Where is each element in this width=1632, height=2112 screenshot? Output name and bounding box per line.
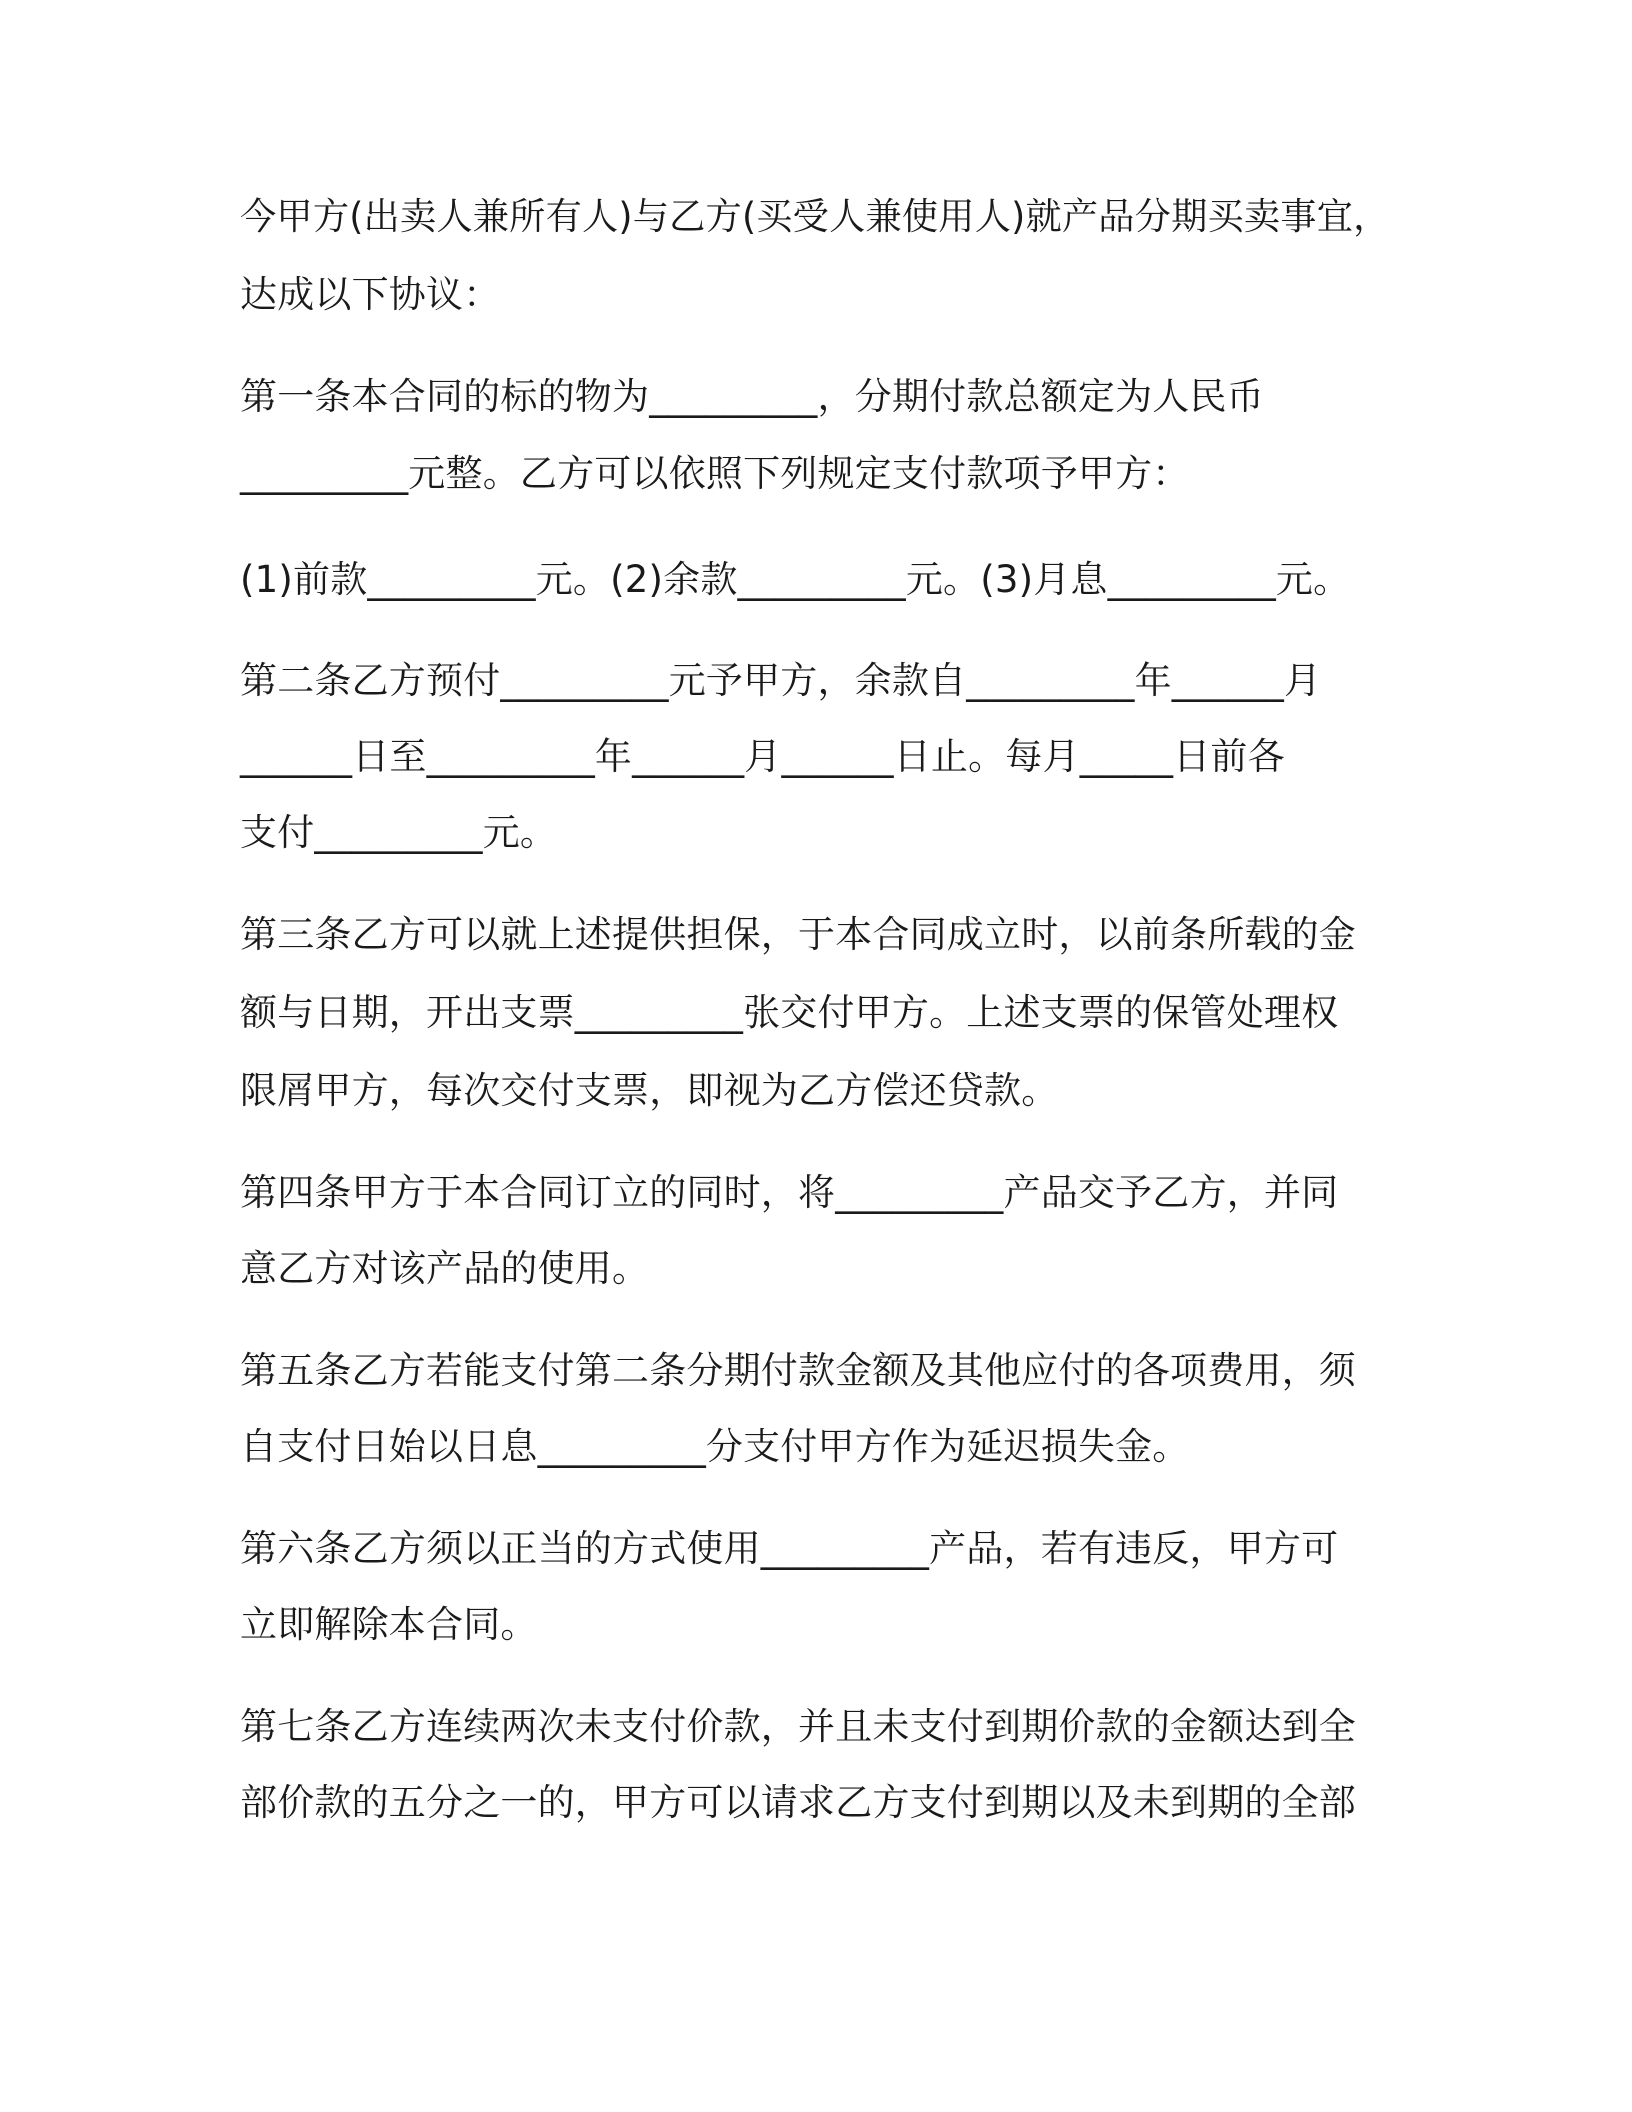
text-line: 自支付日始以日息_________分支付甲方作为延迟损失金。	[240, 1425, 1190, 1468]
text-line: 第六条乙方须以正当的方式使用_________产品，若有违反，甲方可	[240, 1527, 1339, 1570]
text-line: 今甲方(出卖人兼所有人)与乙方(买受人兼使用人)就产品分期买卖事宜，	[240, 195, 1390, 238]
text-line: 部价款的五分之一的，甲方可以请求乙方支付到期以及未到期的全部	[240, 1781, 1356, 1824]
text-line: 第四条甲方于本合同订立的同时，将_________产品交予乙方，并同	[240, 1171, 1339, 1214]
text-line: (1)前款_________元。(2)余款_________元。(3)月息_________元。	[240, 558, 1351, 601]
text-line: 第三条乙方可以就上述提供担保，于本合同成立时，以前条所载的金	[240, 913, 1356, 956]
text-line: 意乙方对该产品的使用。	[240, 1247, 650, 1290]
text-line: 达成以下协议：	[240, 273, 501, 316]
text-line: _________元整。乙方可以依照下列规定支付款项予甲方：	[240, 452, 1190, 495]
text-line: ______日至_________年______月______日止。每月_____日前各	[240, 735, 1285, 778]
text-line: 立即解除本合同。	[240, 1603, 538, 1646]
text-line: 限屑甲方，每次交付支票，即视为乙方偿还贷款。	[240, 1069, 1059, 1112]
text-line: 第五条乙方若能支付第二条分期付款金额及其他应付的各项费用，须	[240, 1349, 1356, 1392]
text-line: 第一条本合同的标的物为_________，分期付款总额定为人民币	[240, 375, 1264, 418]
text-line: 支付_________元。	[240, 811, 558, 854]
text-line: 第七条乙方连续两次未支付价款，并且未支付到期价款的金额达到全	[240, 1705, 1356, 1748]
text-line: 第二条乙方预付_________元予甲方，余款自_________年______月	[240, 659, 1322, 702]
text-line: 额与日期，开出支票_________张交付甲方。上述支票的保管处理权	[240, 991, 1339, 1034]
